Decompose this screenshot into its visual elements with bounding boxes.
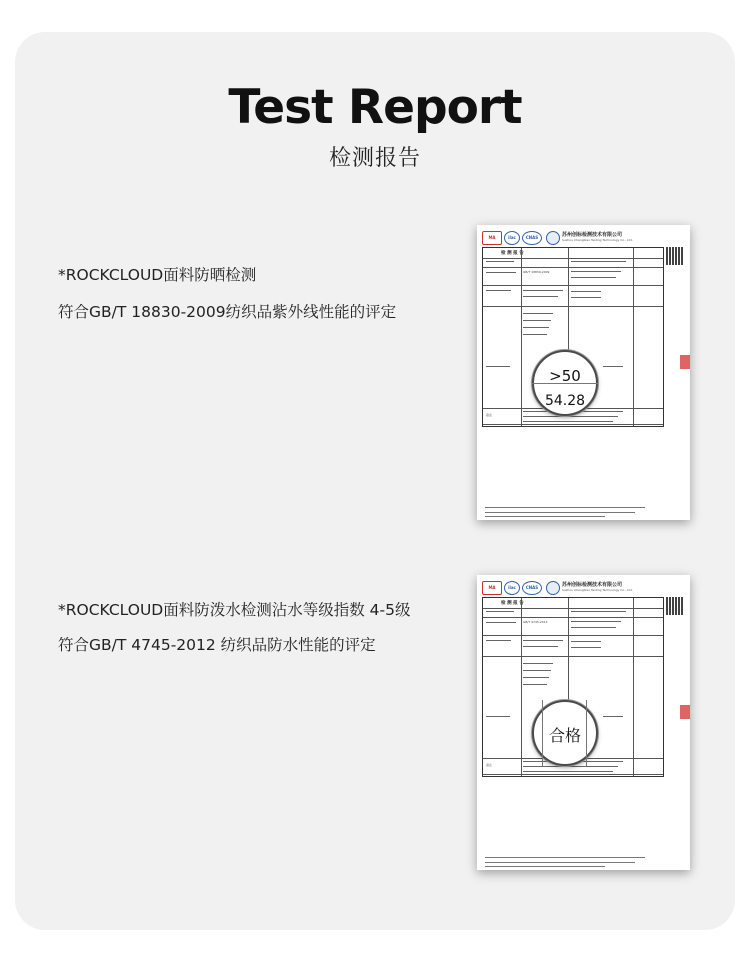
page-subtitle: 检测报告 [328, 146, 421, 171]
cma-logo: MA [482, 581, 502, 595]
report-header [482, 581, 685, 595]
cnas-logo: CNAS [522, 581, 542, 595]
report-heading: 检 测 报 告 [501, 251, 524, 256]
ilac-logo: ilac [504, 231, 520, 245]
ilac-logo: ilac [504, 581, 520, 595]
company-name-en: Suzhou Changbiao Testing Technology Co., Ltd. [562, 588, 633, 592]
cma-logo: MA [482, 231, 502, 245]
page-title: Test Report [228, 80, 522, 135]
uv-test-heading: *ROCKCLOUD面料防晒检测 [58, 266, 257, 284]
company-name: 苏州创标检测技术有限公司 [562, 582, 623, 588]
lab-seal-icon [546, 581, 560, 595]
red-stamp-mark [680, 355, 690, 369]
water-result-pass: 合格 [548, 726, 581, 745]
report-header [482, 231, 685, 245]
uv-standard-ref: GB/T 18830-2009 [523, 270, 550, 274]
water-test-standard: 符合GB/T 4745-2012 纺织品防水性能的评定 [58, 636, 376, 654]
magnifier-water-result [532, 700, 598, 766]
remark-label: 备注 [486, 413, 493, 417]
qr-code-icon [666, 597, 684, 615]
remark-label: 备注 [486, 763, 493, 767]
company-name-en: Suzhou Changbiao Testing Technology Co., Ltd. [562, 238, 633, 242]
qr-code-icon [666, 247, 684, 265]
uv-test-standard: 符合GB/T 18830-2009纺织品紫外线性能的评定 [58, 303, 397, 321]
magnifier-uv-result [532, 350, 598, 416]
water-standard-ref: GB/T 4745-2012 [523, 620, 548, 624]
company-name: 苏州创标检测技术有限公司 [562, 232, 623, 238]
red-stamp-mark [680, 705, 690, 719]
uv-test-report-image [477, 225, 690, 520]
water-test-report-image [477, 575, 690, 870]
water-test-heading: *ROCKCLOUD面料防泼水检测沾水等级指数 4-5级 [58, 601, 411, 619]
report-heading: 检 测 报 告 [501, 601, 524, 606]
lab-seal-icon [546, 231, 560, 245]
upf-value: >50 [549, 367, 581, 385]
cnas-logo: CNAS [522, 231, 542, 245]
upf-measured-value: 54.28 [544, 393, 586, 409]
